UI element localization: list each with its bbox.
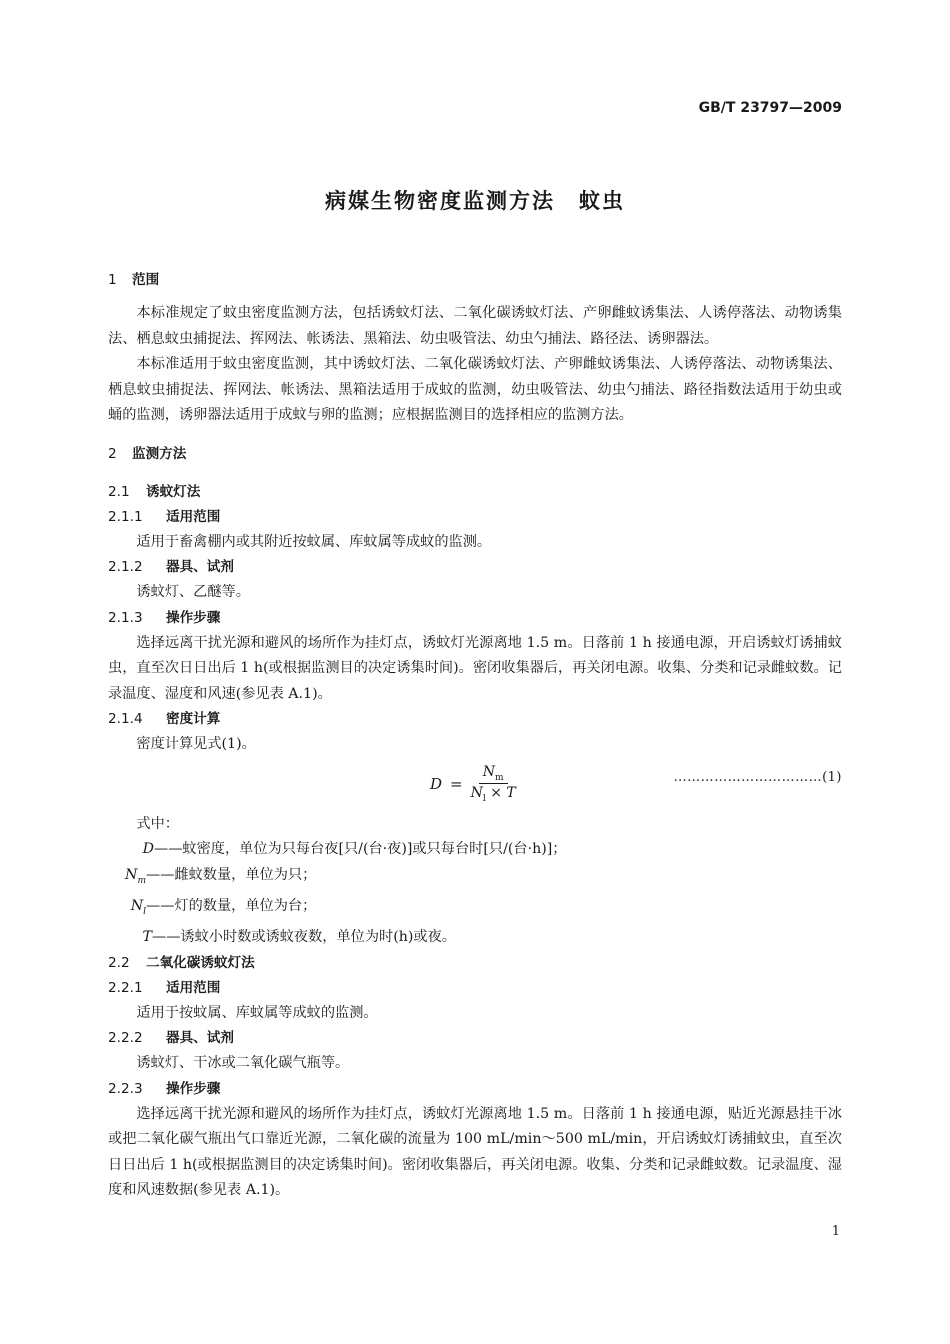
equation-number: ……………………………(1) [673,769,842,785]
scope-paragraph-2: 本标准适用于蚊虫密度监测，其中诱蚊灯法、二氧化碳诱蚊灯法、产卵雌蚊诱集法、人诱停落法、动物诱集法、栖息蚊虫捕捉法、挥网法、帐诱法、黑箱法适用于成蚊的监测，幼虫吸管法、幼虫勺捕法、路径指数法适用于幼虫或蛹的监测，诱卵器法适用于成蚊与卵的监测；应根据监测目的选择相应的监测方法。 [108,356,842,423]
section-title: 适用范围 [166,979,221,996]
variable-definition: $N_l——$灯的数量，单位为台； [130,897,317,917]
section-title: 密度计算 [166,711,221,727]
section-2-2-2-heading [108,1026,842,1051]
section-title: 操作步骤 [166,1080,221,1097]
section-2-1-heading [108,480,842,505]
section-2-1-4-text: 密度计算见式(1)。 [136,736,256,752]
section-2-1-3-text: 选择远离干扰光源和避风的场所作为挂灯点，诱蚊灯光源离地 1.5 m。日落前 1 h 接通电源，开启诱蚊灯诱捕蚊虫，直至次日日出后 1 h(或根据监测目的决定诱集时间)。密闭收集器后，再关闭电源。收集、分类和记录雌蚊数。记录温度、湿度和风速(参见表 A.1)。 [108,634,842,702]
section-2-2-2-text: 诱蚊灯、干冰或二氧化碳气瓶等。 [136,1055,350,1072]
section-1-heading [108,268,842,293]
section-title: 二氧化碳诱蚊灯法 [146,954,255,971]
document-body [108,268,842,1204]
where-label: 式中： [136,815,179,832]
standard-number: GB/T 23797—2009 [698,100,842,116]
section-2-1-2-heading [108,555,842,580]
section-number: 2.2 [108,954,130,971]
section-2-2-heading [108,951,842,976]
section-2-1-4-heading [108,707,842,732]
formula-fraction [471,764,516,805]
section-number: 2.1.3 [108,609,143,626]
section-number: 2 [108,445,117,462]
formula-numerator: $N_m$ [479,764,508,785]
document-title-main: 病媒生物密度监测方法 [325,189,555,213]
section-title: 器具、试剂 [166,559,234,575]
section-title: 操作步骤 [166,609,221,626]
variable-definition: $N_m——$雌蚊数量，单位为只； [125,866,317,886]
section-2-2-1-heading [108,976,842,1001]
section-title: 器具、试剂 [166,1030,234,1047]
section-number: 2.1.4 [108,711,143,727]
section-2-heading [108,442,842,467]
section-number: 2.1.1 [108,508,143,525]
section-title: 范围 [132,272,160,288]
formula-equals: = [450,774,463,793]
variable-definition: D——蚊密度，单位为只每台夜[只/(台·夜)]或只每台时[只/(台·h)]； [142,841,567,857]
section-number: 2.2.3 [108,1080,143,1097]
section-title: 监测方法 [132,445,187,462]
section-2-2-3-text: 选择远离干扰光源和避风的场所作为挂灯点，诱蚊灯光源离地 1.5 m。日落前 1 h 接通电源，贴近光源悬挂干冰或把二氧化碳气瓶出气口靠近光源，二氧化碳的流量为 100 mL/min～500 mL/min，开启诱蚊灯诱捕蚊虫，直至次日日出后 1 h(或根据监测目的决定诱集时间)。密闭收集器后，再关闭电源。收集、分类和记录雌蚊数。记录温度、湿度和风速数据(参见表 A.1)。 [108,1105,842,1199]
section-number: 1 [108,272,117,288]
section-2-1-1-text: 适用于畜禽棚内或其附近按蚊属、库蚊属等成蚊的监测。 [136,533,492,550]
section-number: 2.1 [108,483,130,500]
variable-definition: T——诱蚊小时数或诱蚊夜数，单位为时(h)或夜。 [142,929,456,946]
section-number: 2.2.1 [108,979,143,996]
section-title: 诱蚊灯法 [146,483,201,500]
section-2-1-3-heading [108,606,842,631]
scope-paragraph-1: 本标准规定了蚊虫密度监测方法，包括诱蚊灯法、二氧化碳诱蚊灯法、产卵雌蚊诱集法、人诱停落法、动物诱集法、栖息蚊虫捕捉法、挥网法、帐诱法、黑箱法、幼虫吸管法、幼虫勺捕法、路径法、诱卵器法。 [108,305,842,347]
section-2-1-1-heading [108,505,842,530]
document-title-sub: 蚊虫 [579,189,625,213]
page-number: 1 [831,1224,840,1239]
section-2-2-1-text: 适用于按蚊属、库蚊属等成蚊的监测。 [136,1004,378,1021]
formula-lhs: D [430,774,443,793]
section-2-2-3-heading [108,1077,842,1102]
section-number: 2.2.2 [108,1030,143,1047]
section-title: 适用范围 [166,508,221,525]
section-2-1-2-text: 诱蚊灯、乙醚等。 [136,584,250,600]
density-formula [108,762,842,806]
document-title [0,185,950,215]
formula-denominator: $N_l \times T$ [470,785,516,805]
section-number: 2.1.2 [108,559,143,575]
